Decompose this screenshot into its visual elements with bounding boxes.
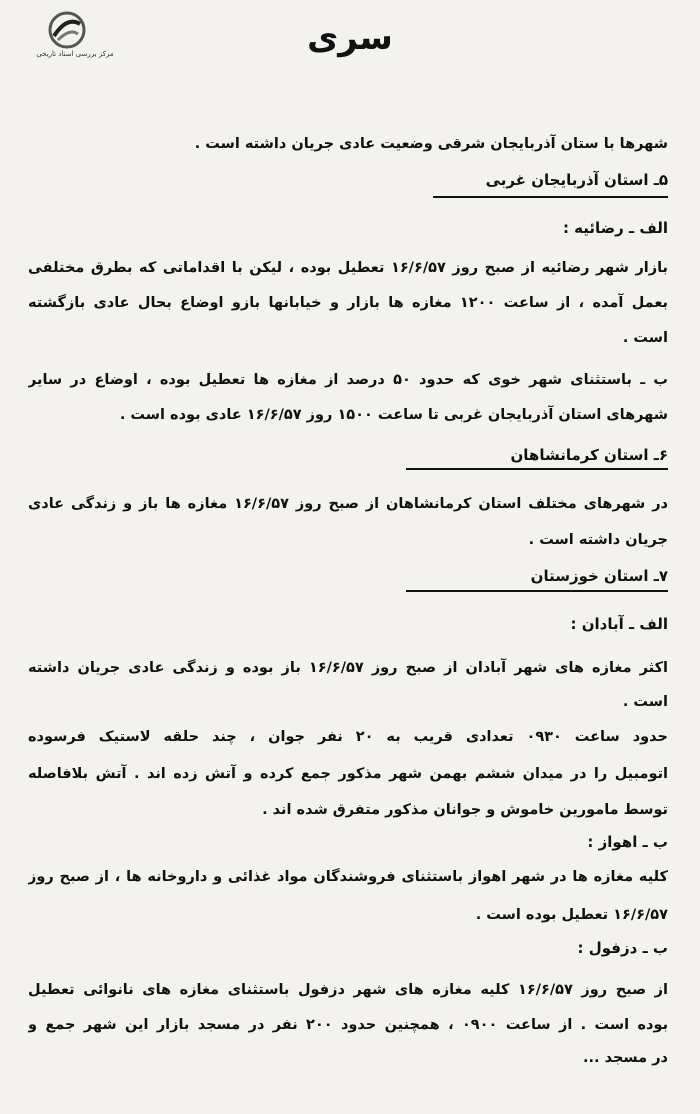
section-heading-7: ۷ـ استان خوزستان: [530, 567, 668, 585]
text-line: بوده است . از ساعت ۰۹۰۰ ، همچنین حدود ۲۰۰ نفر در مسجد بازار این شهر جمع و: [28, 1017, 668, 1033]
text-line: از صبح روز ۱۶/۶/۵۷ کلیه مغازه های شهر دزفول باستثنای مغازه های نانوائی تعطیل: [28, 982, 668, 998]
text-line: اکثر مغازه های شهر آبادان از صبح روز ۱۶/۶/۵۷ باز بوده و زندگی عادی جریان داشته: [28, 660, 668, 676]
text-line: بعمل آمده ، از ساعت ۱۲۰۰ مغازه ها بازار و خیابانها بازو اوضاع بحال عادی بازگشته: [28, 295, 668, 311]
text-line: توسط مامورین خاموش و جوانان مذکور متفرق شده اند .: [262, 802, 668, 818]
text-line: اتومبیل را در میدان ششم بهمن شهر مذکور جمع کرده و آتش زده اند . آتش بلافاصله: [28, 766, 668, 782]
text-line: است .: [622, 694, 668, 710]
archive-emblem-icon: [44, 10, 90, 50]
subsection-heading-ahvaz: ب ـ اهواز :: [587, 833, 668, 851]
heading-underline: [433, 196, 668, 198]
text-line: است .: [622, 330, 668, 346]
heading-underline: [406, 590, 668, 592]
subsection-heading-dezful: ب ـ دزفول :: [577, 939, 668, 957]
classification-title: سری: [307, 18, 393, 58]
text-line: حدود ساعت ۰۹۳۰ تعدادی قریب به ۲۰ نفر جوان ، چند حلقه لاستیک فرسوده: [28, 729, 668, 745]
archive-logo: [20, 10, 120, 62]
text-line: جریان داشته است .: [528, 532, 668, 548]
text-line: ۱۶/۶/۵۷ تعطیل بوده است .: [475, 907, 668, 923]
subsection-heading-rezaieh: الف ـ رضائیه :: [562, 219, 668, 237]
text-line: کلیه مغازه ها در شهر اهواز باستثنای فروشندگان مواد غذائی و داروخانه ها ، از صبح روز: [28, 869, 668, 885]
text-line: شهرها با ستان آذربایجان شرقی وضعیت عادی جریان داشته است .: [194, 136, 668, 152]
text-line: شهرهای استان آذربایجان غربی تا ساعت ۱۵۰۰ روز ۱۶/۶/۵۷ عادی بوده است .: [119, 407, 668, 423]
section-heading-5: ۵ـ استان آذربایجان غربی: [485, 171, 668, 189]
text-line: در مسجد ...: [583, 1050, 668, 1066]
subsection-heading-abadan: الف ـ آبادان :: [570, 615, 668, 633]
heading-underline: [406, 468, 668, 470]
section-heading-6: ۶ـ استان کرمانشاهان: [510, 446, 668, 464]
text-line: بازار شهر رضائیه از صبح روز ۱۶/۶/۵۷ تعطیل بوده ، لیکن با اقداماتی که بطرق مختلفی: [28, 260, 668, 276]
text-line: ب ـ باستثنای شهر خوی که حدود ۵۰ درصد از مغازه ها تعطیل بوده ، اوضاع در سایر: [28, 372, 668, 388]
text-line: در شهرهای مختلف استان کرمانشاهان از صبح روز ۱۶/۶/۵۷ مغازه ها باز و زندگی عادی: [28, 496, 668, 512]
archive-logo-text: مرکز بررسی اسناد تاریخی: [36, 50, 114, 58]
